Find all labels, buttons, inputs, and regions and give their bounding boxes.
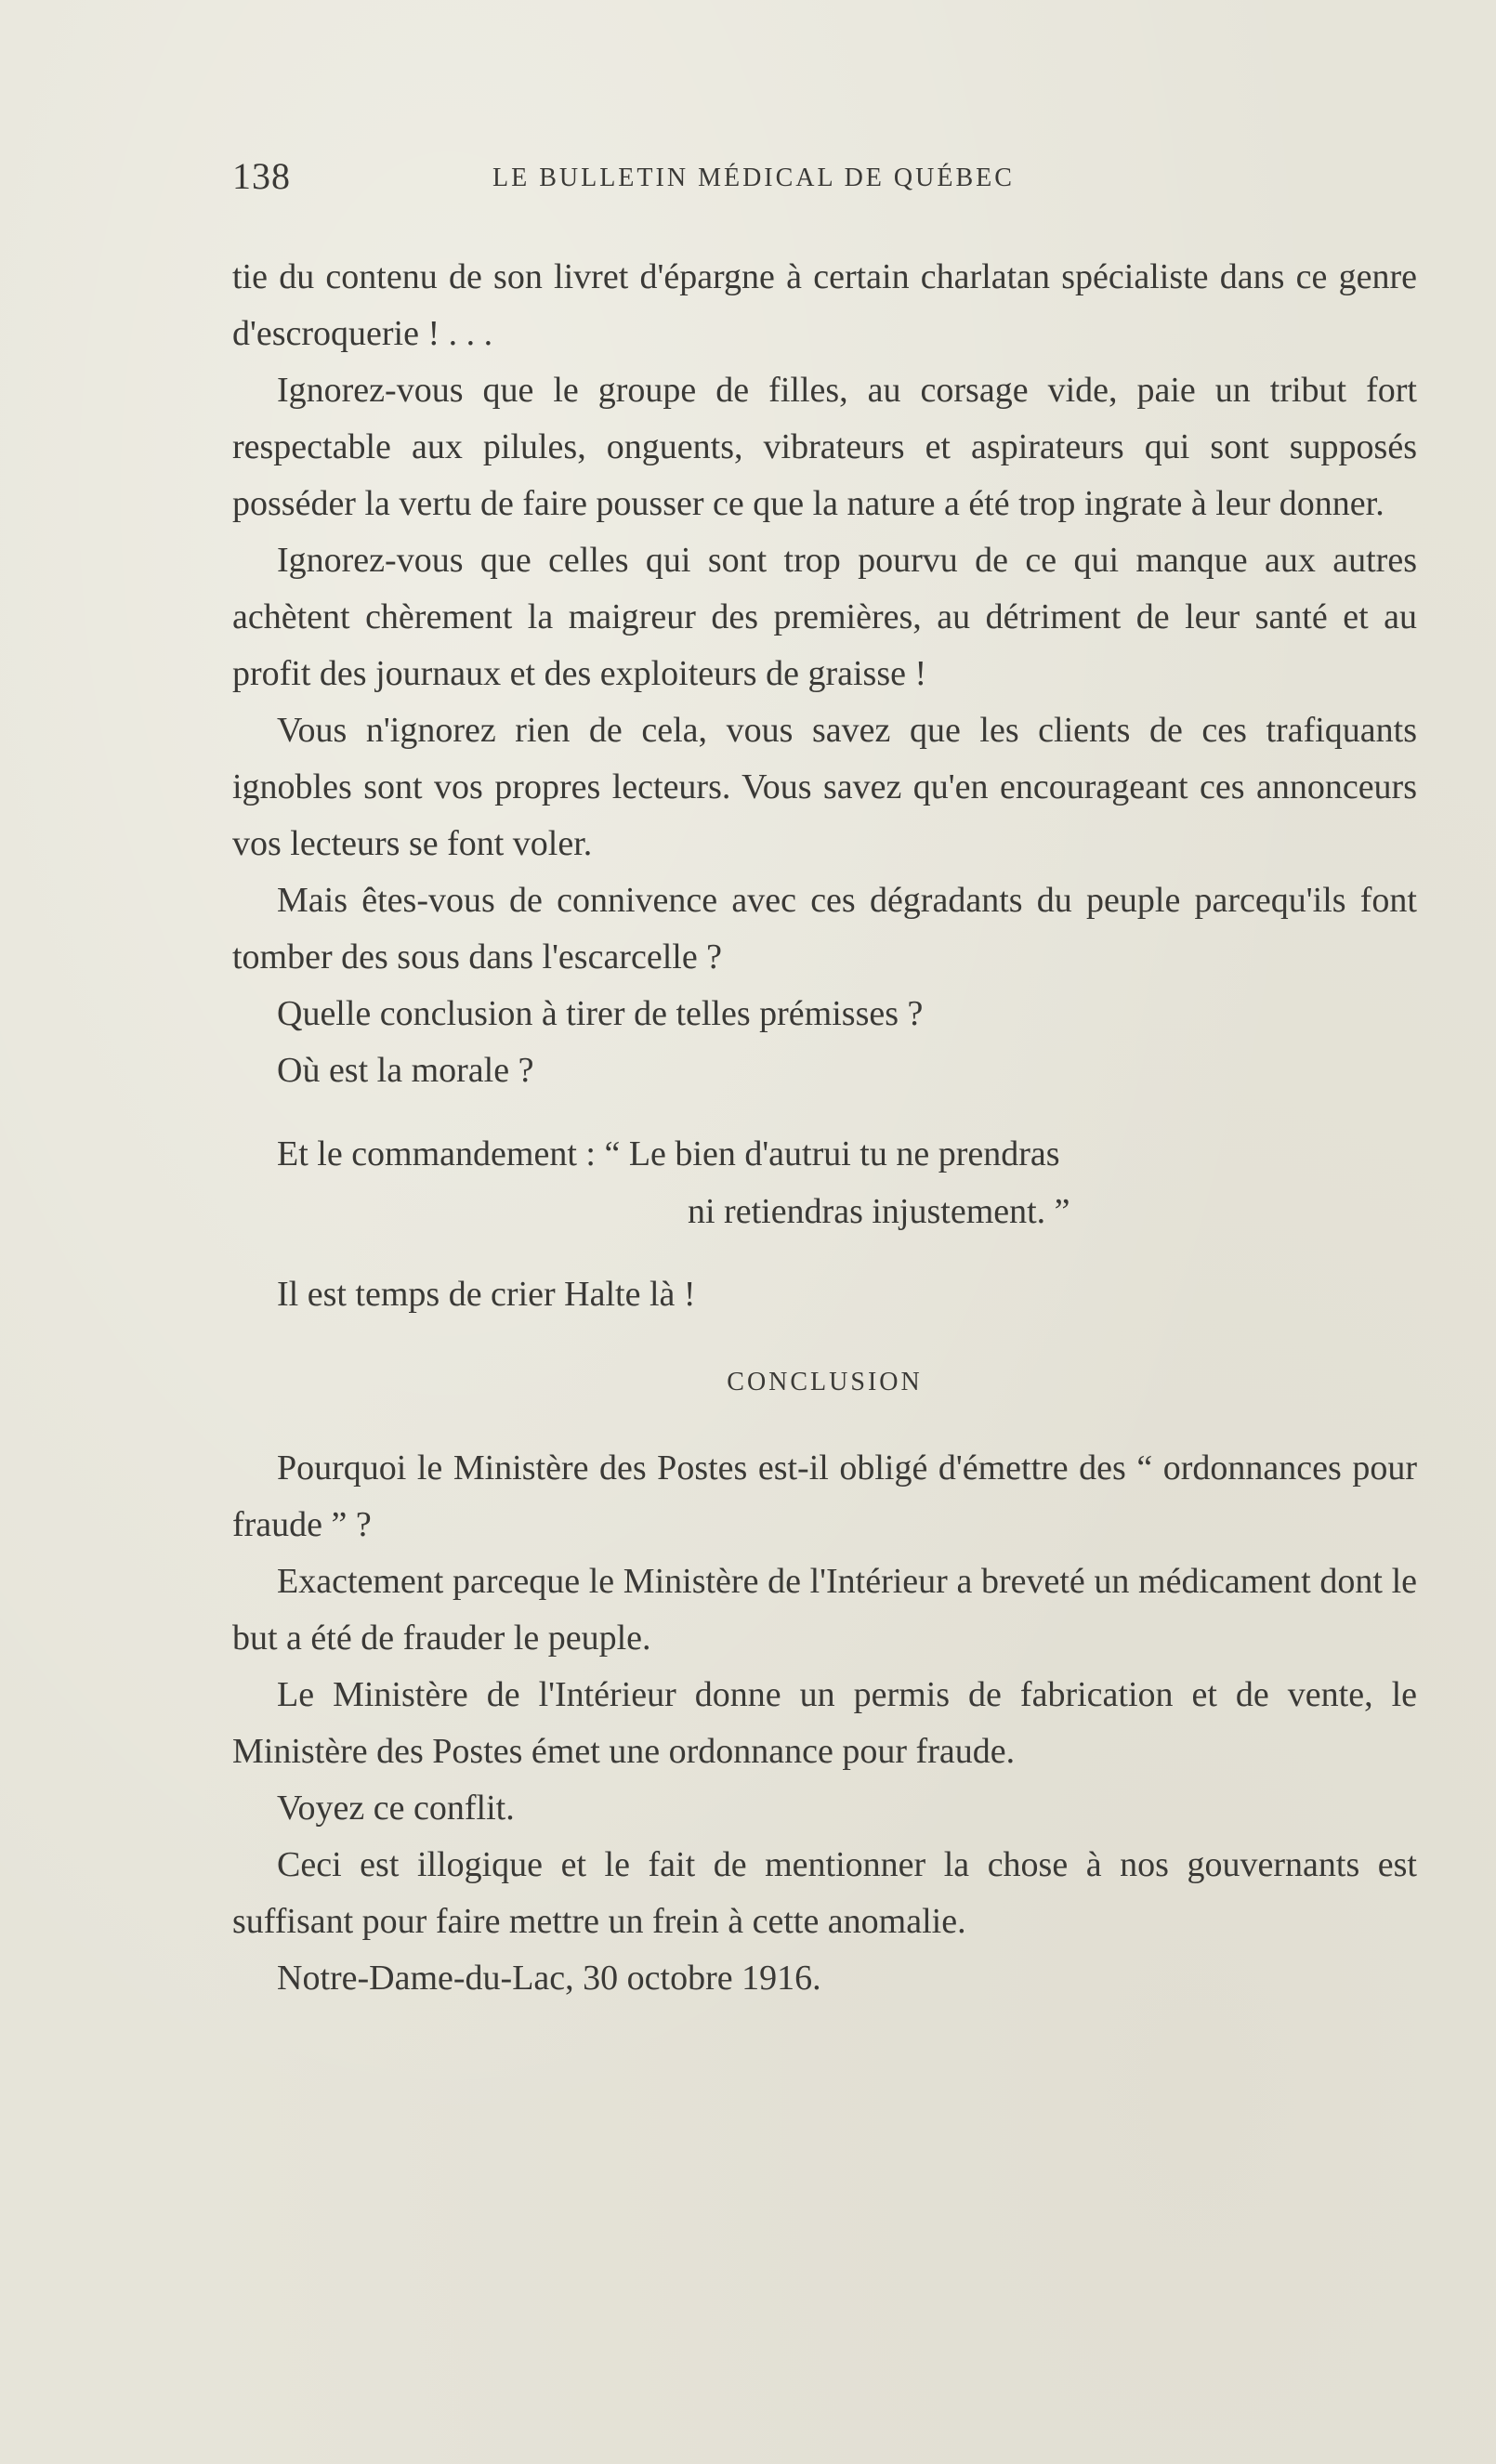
- paragraph: Voyez ce conflit.: [277, 1789, 515, 1828]
- paragraph: Où est la morale ?: [277, 1051, 534, 1090]
- paragraph: Pourquoi le Ministère des Postes est-il obligé d'émettre des “ ordonnances pour fraude ” ?: [232, 1448, 1417, 1544]
- paragraph: tie du contenu de son livret d'épargne à certain charlatan spécialiste dans ce genre d'escroquerie ! . . .: [232, 257, 1417, 353]
- paragraph: Exactement parceque le Ministère de l'Intérieur a breveté un médicament dont le but a été de frauder le peuple.: [232, 1562, 1417, 1658]
- paragraph: Le Ministère de l'Intérieur donne un permis de fabrication et de vente, le Ministère des Postes émet une ordonnance pour fraude.: [232, 1675, 1417, 1771]
- section-heading: CONCLUSION: [727, 1368, 923, 1396]
- paragraph: Ignorez-vous que le groupe de filles, au corsage vide, paie un tribut fort respectable aux pilules, onguents, vibrateurs et aspirateurs qui sont supposés posséder la vertu de faire pousser ce que la nature a été trop ingrate à leur donner.: [232, 371, 1417, 523]
- paragraph: Quelle conclusion à tirer de telles prémisses ?: [277, 994, 924, 1033]
- page-header: [232, 154, 1422, 210]
- halt-line: Il est temps de crier Halte là !: [277, 1275, 696, 1314]
- paragraph: Mais êtes-vous de connivence avec ces dégradants du peuple parcequ'ils font tomber des sous dans l'escarcelle ?: [232, 881, 1417, 976]
- running-title: LE BULLETIN MÉDICAL DE QUÉBEC: [492, 164, 1015, 192]
- commandment-quote: [232, 1125, 1417, 1240]
- quote-line: Et le commandement : “ Le bien d'autrui tu ne prendras: [277, 1134, 1060, 1173]
- paragraph: Vous n'ignorez rien de cela, vous savez que les clients de ces trafiquants ignobles sont vos propres lecteurs. Vous savez qu'en encourageant ces annonceurs vos lecteurs se font voler.: [232, 711, 1417, 863]
- body-text: [232, 249, 1417, 2007]
- paragraph: Ignorez-vous que celles qui sont trop pourvu de ce qui manque aux autres achètent chèrement la maigreur des premières, au détriment de leur santé et au profit des journaux et des exploiteurs de graisse !: [232, 541, 1417, 693]
- paragraph: Ceci est illogique et le fait de mentionner la chose à nos gouvernants est suffisant pour faire mettre un frein à cette anomalie.: [232, 1845, 1417, 1941]
- signature-line: Notre-Dame-du-Lac, 30 octobre 1916.: [277, 1959, 821, 1998]
- page-number: 138: [232, 155, 291, 197]
- quote-line: ni retiendras injustement. ”: [688, 1192, 1070, 1231]
